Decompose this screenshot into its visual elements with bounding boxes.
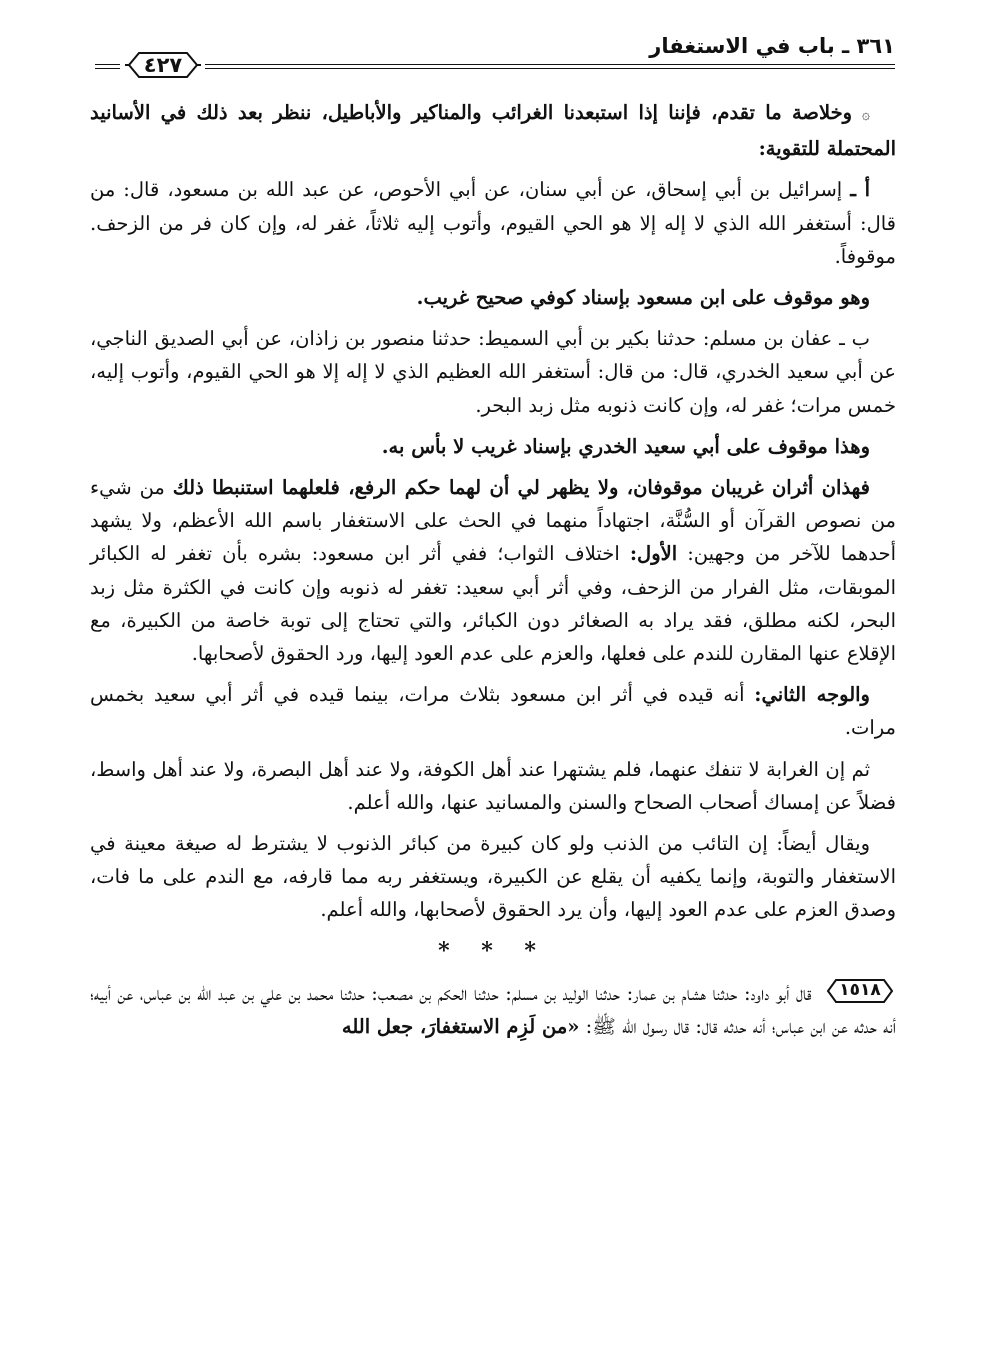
leaf-ornament-icon: ۞ <box>861 107 870 123</box>
section-separator: * * * <box>438 937 548 964</box>
paragraph-second-reason <box>90 678 896 744</box>
page-number-ornament <box>123 46 203 84</box>
paragraph-verdict-b <box>90 430 896 463</box>
discussion-text: من شيء من نصوص القرآن أو السُّنَّة، اجتهاداً منهما في الحث على الاستغفار باسم الله الأعظم، ولا يشهد أحدهما للآخر من وجهين: <box>90 476 897 566</box>
verdict-a-text: وهو موقوف على ابن مسعود بإسناد كوفي صحيح غريب. <box>416 286 870 310</box>
paragraph-verdict-a <box>90 281 896 314</box>
chain-b-text: ب ـ عفان بن مسلم: حدثنا بكير بن أبي السميط: حدثنا منصور بن زاذان، عن أبي الصديق الناجي، عن أبي سعيد الخدري، قال: من قال: أستغفر الله العظيم الذي لا إله إلا هو الحي القيوم، وأتوب إليه، خمس مرات؛ غفر له، وإن كانت ذنوبه مثل زبد البحر. <box>90 327 896 417</box>
rarity-text: ثم إن الغرابة لا تنفك عنهما، فلم يشتهرا عند أهل الكوفة، ولا عند أهل البصرة، ولا عند أهل واسط، فضلاً عن إمساك أصحاب الصحاح والسنن والمسانيد عنها، والله أعلم. <box>90 757 896 814</box>
paragraph-hadith <box>90 976 896 1043</box>
chain-a-label: أ ـ <box>850 178 871 202</box>
paragraph-chain-b <box>90 322 896 422</box>
first-reason-text: اختلاف الثواب؛ ففي أثر ابن مسعود: بشره بأن تغفر له الكبائر الموبقات، مثل الفرار من الزحف، وفي أثر أبي سعيد: تغفر له ذنوبه وإن كانت في الكثرة مثل زبد البحر، لكنه مطلق، فقد يراد به الصغائر دون الكبائر، والتي تحتاج إلى توبة خاصة من الكبيرة، مع الإقلاع عنها المقارن للندم على فعلها، والعزم على عدم العود إليها، ورد الحقوق لأصحابها. <box>90 542 896 666</box>
page-header <box>95 28 895 84</box>
conclusion-text: ويقال أيضاً: إن التائب من الذنب ولو كان كبيرة من كبائر الذنوب لا يشترط له صيغة معينة في الاستغفار والتوبة، وإنما يكفيه أن يقلع عن الكبيرة، ويستغفر ربه مما قارفه، مع الندم على ما فات، وصدق العزم على عدم العود إليها، وأن يرد الحقوق لأصحابها، والله أعلم. <box>90 832 896 922</box>
paragraph-summary <box>90 96 896 165</box>
hadith-number-badge <box>824 976 896 1006</box>
paragraph-chain-a <box>90 173 896 273</box>
header-rule-stub <box>95 64 120 69</box>
paragraph-conclusion <box>90 827 896 927</box>
first-reason-label: الأول: <box>629 542 678 566</box>
header-rule <box>205 64 895 69</box>
running-title: ٣٦١ ـ باب في الاستغفار <box>649 34 895 58</box>
page-body <box>90 96 896 1051</box>
verdict-b-text: وهذا موقوف على أبي سعيد الخدري بإسناد غريب لا بأس به. <box>381 434 870 458</box>
paragraph-discussion <box>90 471 896 670</box>
chain-a-text: إسرائيل بن أبي إسحاق، عن أبي سنان، عن أبي الأحوص، عن عبد الله بن مسعود، قال: من قال: أستغفر الله الذي لا إله إلا هو الحي القيوم، وأتوب إليه ثلاثاً، غفر له، وإن كان فر من الزحف. موقوفاً. <box>90 178 896 268</box>
discussion-lead: فهذان أثران غريبان موقوفان، ولا يظهر لي أن لهما حكم الرفع، فلعلهما استنبطا ذلك <box>172 476 870 500</box>
page-number: ٤٢٧ <box>143 53 183 77</box>
hadith-number: ١٥١٨ <box>839 980 881 1001</box>
second-reason-text: أنه قيده في أثر ابن مسعود بثلاث مرات، بينما قيده في أثر أبي سعيد بخمس مرات. <box>90 683 896 740</box>
summary-text: وخلاصة ما تقدم، فإننا إذا استبعدنا الغرائب والمناكير والأباطيل، ننظر بعد ذلك في الأسانيد المحتملة للتقوية: <box>90 101 896 161</box>
second-reason-label: والوجه الثاني: <box>754 683 870 707</box>
hadith-text: قال أبو داود: حدثنا هشام بن عمار: حدثنا الوليد بن مسلم: حدثنا الحكم بن مصعب: حدثنا محمد بن علي بن عبد الله بن عباس، عن أبيه؛ أنه حدثه عن ابن عباس؛ أنه حدثه قال: قال رسول الله ﷺ: <box>90 981 896 1039</box>
hadith-quote: «من لَزِم الاستغفارَ، جعل الله <box>341 1015 580 1039</box>
paragraph-rarity <box>90 753 896 819</box>
